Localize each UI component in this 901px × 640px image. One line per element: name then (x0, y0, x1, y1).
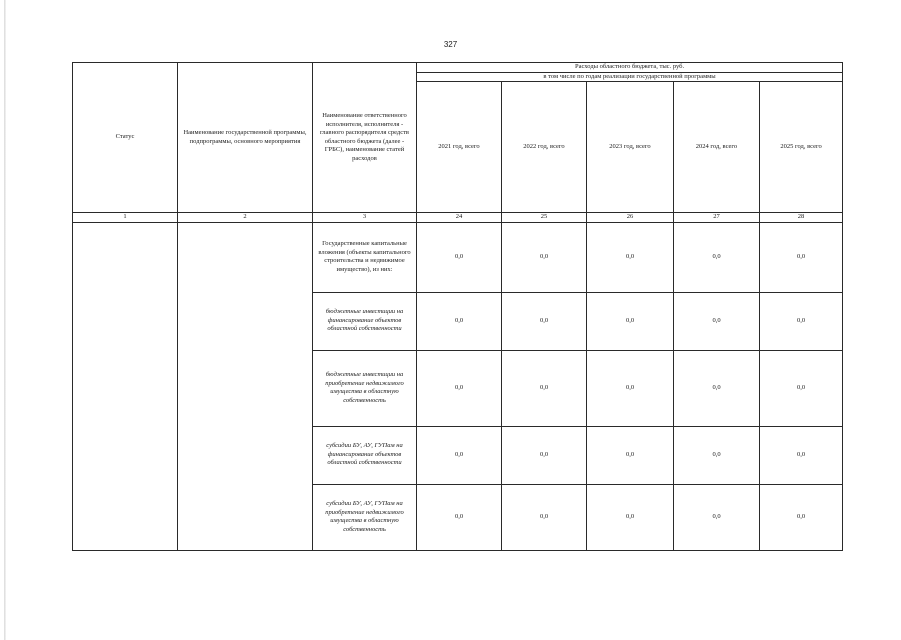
value-2024: 0,0 (674, 426, 760, 484)
value-2025: 0,0 (760, 426, 843, 484)
column-number: 27 (674, 213, 760, 223)
header-status: Статус (73, 63, 178, 213)
header-executor: Наименование ответственного исполнителя, исполнителя - главного распорядителя средств областного бюджета (далее - ГРБС), наименование статей расходов (313, 63, 417, 213)
header-years-group: в том числе по годам реализации государственной программы (417, 72, 843, 82)
value-2024: 0,0 (674, 292, 760, 350)
column-number: 28 (760, 213, 843, 223)
table-row (73, 222, 843, 292)
program-cell-empty (178, 222, 313, 550)
header-year-2024: 2024 год, всего (674, 82, 760, 213)
row-label: бюджетные инвестиции на финансирование объектов областной собственности (313, 292, 417, 350)
row-label: бюджетные инвестиции на приобретение недвижимого имущества в областную собственность (313, 350, 417, 426)
value-2025: 0,0 (760, 484, 843, 550)
value-2022: 0,0 (502, 292, 587, 350)
budget-table (72, 62, 843, 551)
header-program-name: Наименование государственной программы, подпрограммы, основного мероприятия (178, 63, 313, 213)
value-2023: 0,0 (587, 292, 674, 350)
column-number: 1 (73, 213, 178, 223)
row-label: субсидии БУ, АУ, ГУПам на финансирование объектов областной собственности (313, 426, 417, 484)
status-cell-empty (73, 222, 178, 550)
row-label: Государственные капитальные вложения (объекты капитального строительства и недвижимое имущество), из них: (313, 222, 417, 292)
value-2023: 0,0 (587, 350, 674, 426)
value-2025: 0,0 (760, 292, 843, 350)
page-number: 327 (443, 40, 458, 49)
row-label: субсидии БУ, АУ, ГУПам на приобретение недвижимого имущества в областную собственность (313, 484, 417, 550)
header-year-2021: 2021 год, всего (417, 82, 502, 213)
value-2022: 0,0 (502, 426, 587, 484)
value-2022: 0,0 (502, 222, 587, 292)
header-budget-group: Расходы областного бюджета, тыс. руб. (417, 63, 843, 73)
column-number: 2 (178, 213, 313, 223)
scan-left-edge (4, 0, 6, 640)
value-2021: 0,0 (417, 292, 502, 350)
column-number: 25 (502, 213, 587, 223)
column-number: 26 (587, 213, 674, 223)
header-year-2025: 2025 год, всего (760, 82, 843, 213)
value-2025: 0,0 (760, 222, 843, 292)
value-2024: 0,0 (674, 222, 760, 292)
value-2021: 0,0 (417, 350, 502, 426)
header-year-2023: 2023 год, всего (587, 82, 674, 213)
column-numbers-row (73, 213, 843, 223)
value-2023: 0,0 (587, 426, 674, 484)
value-2022: 0,0 (502, 350, 587, 426)
value-2024: 0,0 (674, 484, 760, 550)
value-2022: 0,0 (502, 484, 587, 550)
value-2025: 0,0 (760, 350, 843, 426)
value-2024: 0,0 (674, 350, 760, 426)
value-2021: 0,0 (417, 426, 502, 484)
value-2023: 0,0 (587, 484, 674, 550)
column-number: 3 (313, 213, 417, 223)
value-2021: 0,0 (417, 484, 502, 550)
value-2021: 0,0 (417, 222, 502, 292)
header-year-2022: 2022 год, всего (502, 82, 587, 213)
column-number: 24 (417, 213, 502, 223)
value-2023: 0,0 (587, 222, 674, 292)
